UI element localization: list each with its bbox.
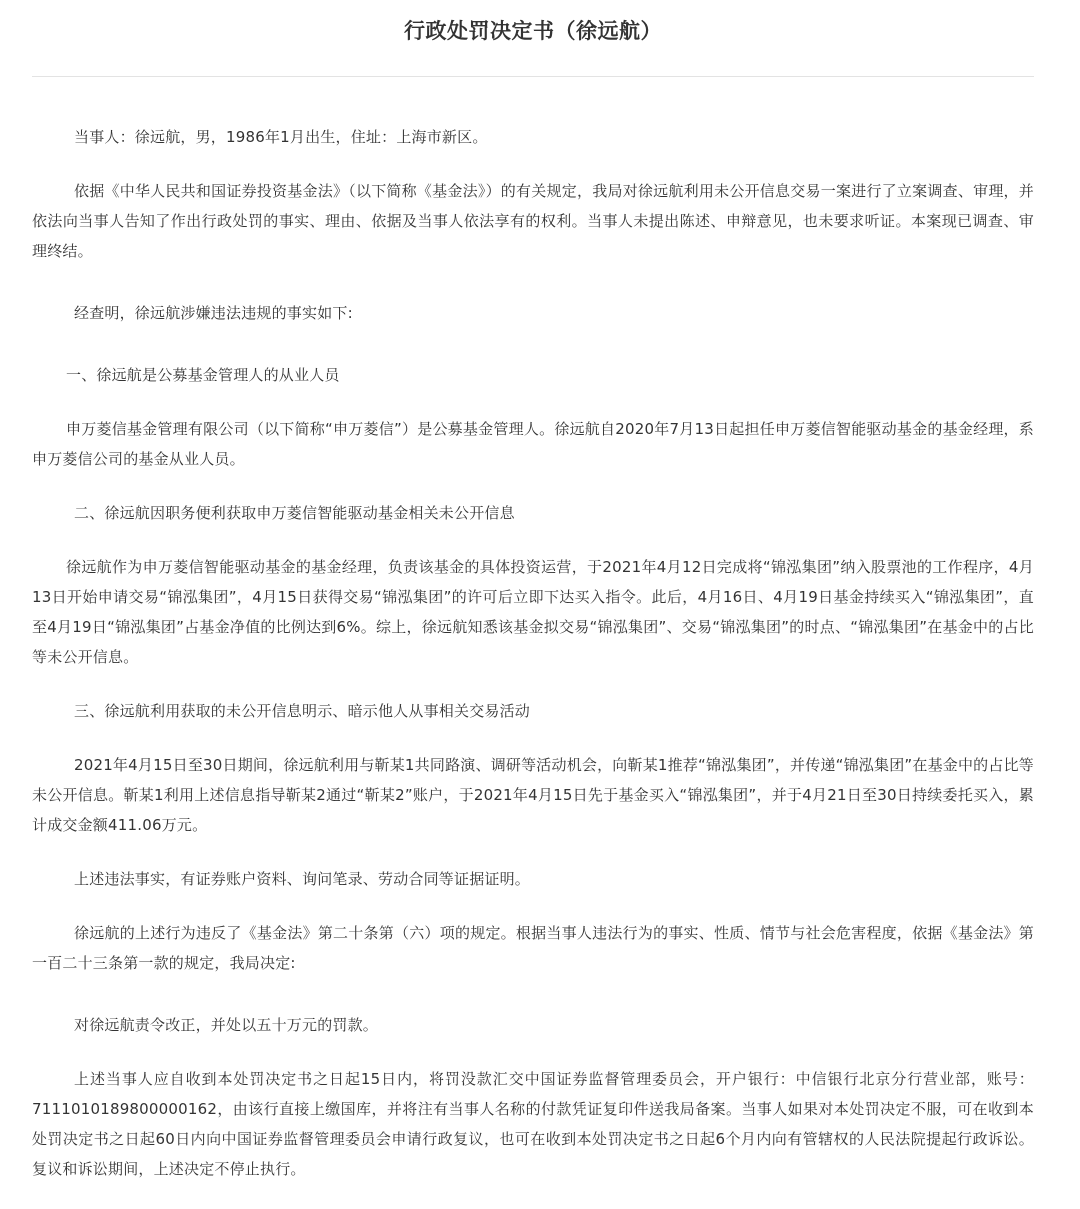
party-info-paragraph: 当事人：徐远航，男，1986年1月出生，住址：上海市新区。 (74, 128, 488, 146)
basis-paragraph: 依据《中华人民共和国证券投资基金法》（以下简称《基金法》）的有关规定，我局对徐远航利用未公开信息交易一案进行了立案调查、审理，并依法向当事人告知了作出行政处罚的事实、理由、依据及当事人依法享有的权利。当事人未提出陈述、申辩意见，也未要求听证。本案现已调查、审理终结。 (32, 182, 1034, 260)
title-divider (32, 76, 1034, 77)
evidence-paragraph: 上述违法事实，有证券账户资料、询问笔录、劳动合同等证据证明。 (74, 870, 531, 888)
section-heading-1: 一、徐远航是公募基金管理人的从业人员 (66, 366, 340, 384)
findings-intro-paragraph: 经查明，徐远航涉嫌违法违规的事实如下: (74, 304, 353, 322)
section-3-paragraph: 2021年4月15日至30日期间，徐远航利用与靳某1共同路演、调研等活动机会，向靳某1推荐“锦泓集团”，并传递“锦泓集团”在基金中的占比等未公开信息。靳某1利用上述信息指导靳某2通过“靳某2”账户，于2021年4月15日先于基金买入“锦泓集团”，并于4月21日至30日持续委托买入，累计成交金额411.06万元。 (32, 756, 1034, 834)
payment-instructions-paragraph: 上述当事人应自收到本处罚决定书之日起15日内，将罚没款汇交中国证券监督管理委员会，开户银行：中信银行北京分行营业部，账号：7111010189800000162，由该行直接上缴国库，并将注有当事人名称的付款凭证复印件送我局备案。当事人如果对本处罚决定不服，可在收到本处罚决定书之日起60日内向中国证券监督管理委员会申请行政复议，也可在收到本处罚决定书之日起6个月内向有管辖权的人民法院提起行政诉讼。复议和诉讼期间，上述决定不停止执行。 (32, 1070, 1034, 1178)
document-body (32, 85, 1034, 1184)
section-2-paragraph: 徐远航作为申万菱信智能驱动基金的基金经理，负责该基金的具体投资运营，于2021年4月12日完成将“锦泓集团”纳入股票池的工作程序，4月13日开始申请交易“锦泓集团”，4月15日获得交易“锦泓集团”的许可后立即下达买入指令。此后，4月16日、4月19日基金持续买入“锦泓集团”，直至4月19日“锦泓集团”占基金净值的比例达到6%。综上，徐远航知悉该基金拟交易“锦泓集团”、交易“锦泓集团”的时点、“锦泓集团”在基金中的占比等未公开信息。 (32, 558, 1034, 666)
section-1-paragraph: 申万菱信基金管理有限公司（以下简称“申万菱信”）是公募基金管理人。徐远航自2020年7月13日起担任申万菱信智能驱动基金的基金经理，系申万菱信公司的基金从业人员。 (32, 420, 1034, 468)
page-title: 行政处罚决定书（徐远航） (404, 19, 662, 43)
section-heading-3: 三、徐远航利用获取的未公开信息明示、暗示他人从事相关交易活动 (74, 702, 531, 720)
legal-basis-paragraph: 徐远航的上述行为违反了《基金法》第二十条第（六）项的规定。根据当事人违法行为的事实、性质、情节与社会危害程度，依据《基金法》第一百二十三条第一款的规定，我局决定: (32, 924, 1034, 972)
penalty-paragraph: 对徐远航责令改正，并处以五十万元的罚款。 (74, 1016, 379, 1034)
section-heading-2: 二、徐远航因职务便利获取申万菱信智能驱动基金相关未公开信息 (74, 504, 515, 522)
document-page (32, 0, 1034, 1184)
